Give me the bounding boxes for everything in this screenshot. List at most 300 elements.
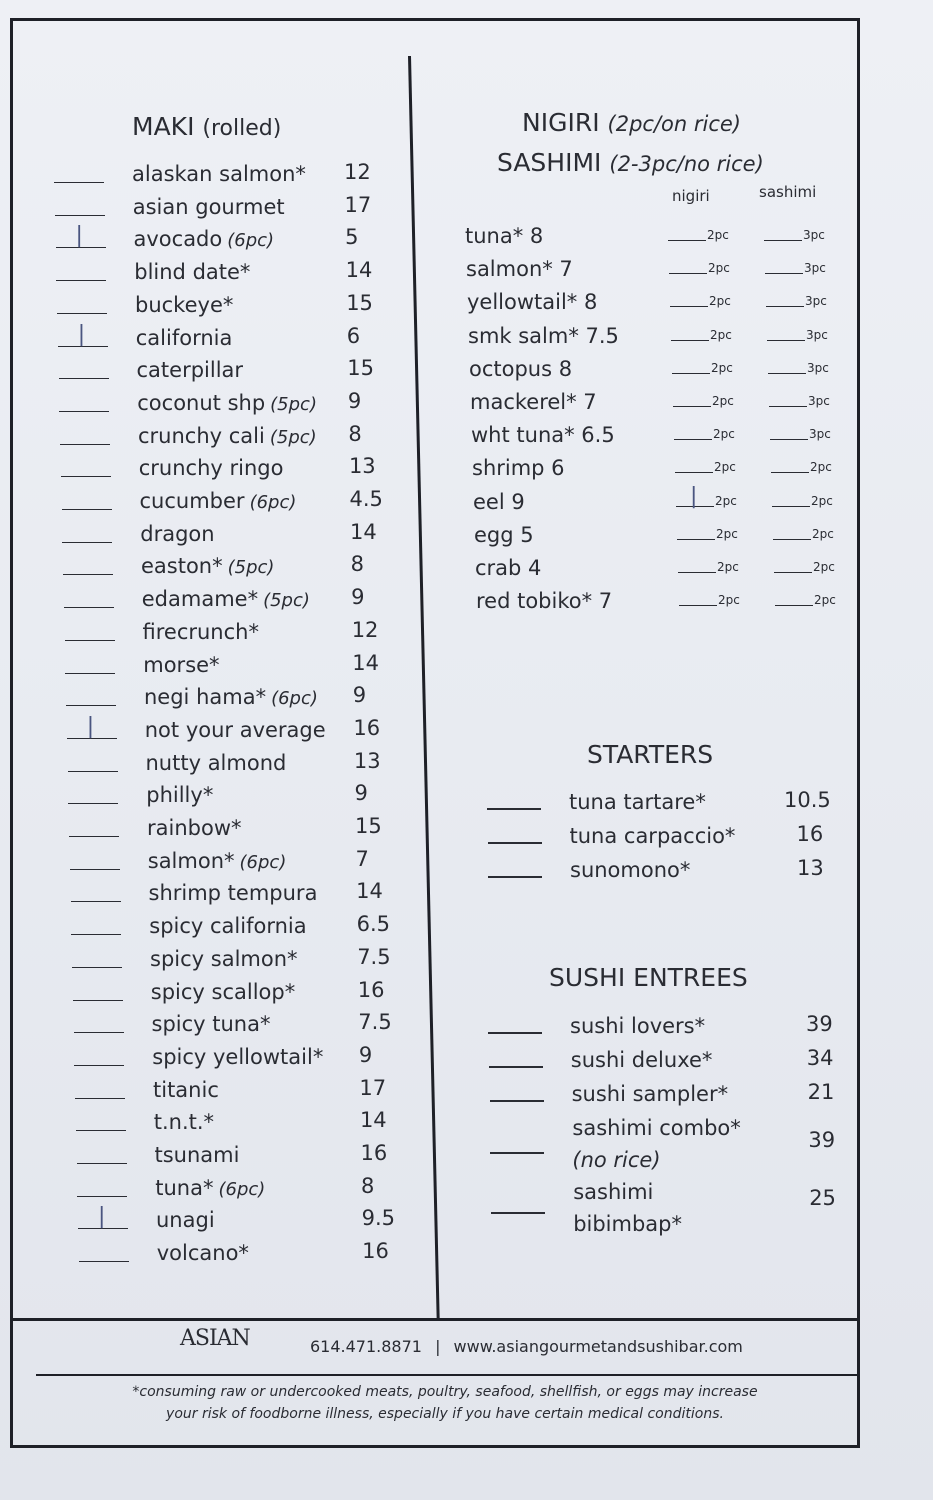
item-name: sunomono*: [570, 858, 691, 882]
sashimi-order-blank[interactable]: [765, 273, 803, 274]
nigiri-item: [474, 523, 854, 555]
item-price: 17: [359, 1075, 387, 1100]
maki-item: [54, 162, 394, 194]
item-name: shrimp 6: [472, 456, 565, 481]
sashimi-order-blank[interactable]: [775, 605, 813, 606]
sashimi-piece-count: 3pc: [803, 228, 825, 242]
maki-subtitle: (rolled): [202, 116, 282, 141]
maki-item: [67, 713, 407, 750]
order-blank[interactable]: [490, 1152, 544, 1154]
order-blank[interactable]: [488, 876, 542, 878]
item-price: 12: [344, 160, 371, 184]
item-piece-note: (6pc): [271, 688, 318, 710]
item-name: wht tuna* 6.5: [471, 423, 615, 448]
maki-item: [60, 421, 400, 456]
sashimi-piece-count: 2pc: [810, 460, 832, 475]
order-blank[interactable]: [68, 803, 118, 804]
nigiri-piece-count: 2pc: [717, 560, 739, 574]
item-name: mackerel* 7: [470, 390, 597, 414]
item-piece-note: (5pc): [269, 426, 317, 448]
item-name-text: california: [135, 325, 233, 350]
sashimi-piece-count: 2pc: [811, 493, 833, 508]
item-name-text: spicy tuna*: [151, 1012, 271, 1037]
order-blank[interactable]: [73, 1000, 123, 1001]
maki-item: [74, 1012, 414, 1044]
order-blank[interactable]: [76, 1130, 126, 1131]
item-name: [142, 587, 310, 611]
nigiri-order-blank[interactable]: [678, 572, 716, 573]
sashimi-order-blank[interactable]: [772, 506, 810, 507]
order-blank[interactable]: [72, 967, 122, 968]
item-name: [151, 980, 300, 1004]
order-blank[interactable]: [59, 411, 109, 412]
item-price: 8: [350, 552, 364, 577]
item-price: 9: [352, 683, 367, 708]
order-blank[interactable]: [488, 1032, 542, 1034]
item-price: 13: [353, 748, 381, 773]
nigiri-piece-count: 2pc: [715, 493, 737, 508]
item-price: 25: [809, 1186, 836, 1210]
item-name: tuna* 8: [465, 224, 544, 248]
order-blank[interactable]: [69, 836, 119, 837]
nigiri-piece-count: 2pc: [709, 294, 731, 309]
sashimi-piece-count: 3pc: [806, 327, 828, 342]
item-name: [143, 653, 224, 677]
nigiri-order-blank[interactable]: [672, 373, 710, 374]
item-piece-note: (6pc): [218, 1178, 266, 1200]
maki-item: [74, 1042, 414, 1077]
order-blank[interactable]: [491, 1212, 545, 1214]
sashimi-piece-count: 2pc: [812, 526, 834, 541]
item-name: sashimi: [573, 1180, 654, 1204]
nigiri-heading: [522, 108, 741, 137]
maki-item: [79, 1241, 419, 1273]
entree-item: [490, 1116, 850, 1180]
nigiri-piece-count: 2pc: [716, 526, 738, 541]
item-name: octopus 8: [469, 356, 573, 381]
maki-item: [69, 816, 409, 848]
item-name: sushi lovers*: [570, 1014, 706, 1038]
item-name-text: tsunami: [154, 1143, 240, 1167]
sashimi-order-blank[interactable]: [769, 406, 807, 407]
order-blank[interactable]: [74, 1032, 124, 1033]
item-name: [155, 1143, 245, 1167]
item-price: 16: [796, 822, 824, 846]
order-blank[interactable]: [60, 444, 110, 445]
item-price: 13: [797, 856, 824, 880]
item-price: 9: [347, 388, 362, 413]
maki-item: [62, 519, 402, 554]
item-name: [135, 293, 238, 317]
nigiri-item: [469, 357, 849, 389]
item-name: sushi sampler*: [571, 1082, 729, 1106]
item-name: smk salm* 7.5: [468, 323, 619, 348]
maki-item: [59, 388, 399, 423]
maki-item: [56, 260, 396, 292]
item-name-text: buckeye*: [135, 292, 234, 317]
nigiri-piece-count: 2pc: [710, 327, 732, 342]
nigiri-order-blank[interactable]: [679, 605, 717, 606]
item-name: [134, 227, 275, 251]
sashimi-column-header: sashimi: [759, 183, 817, 201]
order-mark: |: [86, 713, 95, 739]
item-name-text: spicy yellowtail*: [152, 1044, 324, 1069]
item-name: [146, 783, 218, 807]
item-name: [152, 1045, 328, 1069]
item-name-text: asian gourmet: [132, 194, 285, 219]
order-blank[interactable]: [57, 313, 107, 314]
item-price: 16: [362, 1239, 389, 1264]
item-name: egg 5: [474, 522, 534, 547]
item-name: [146, 751, 292, 775]
item-price: 14: [356, 879, 383, 904]
order-blank[interactable]: [74, 1065, 124, 1066]
website-link: www.asiangourmetandsushibar.com: [453, 1337, 743, 1356]
order-mark: |: [77, 321, 86, 347]
sashimi-subtitle: (2-3pc/no rice): [609, 152, 764, 176]
sashimi-heading: [497, 148, 764, 177]
item-name-text: cucumber: [139, 489, 245, 513]
item-price: 14: [350, 519, 377, 544]
order-blank[interactable]: [68, 771, 118, 772]
order-blank[interactable]: [64, 607, 114, 608]
item-price: 15: [355, 814, 382, 838]
maki-heading: [132, 112, 281, 141]
nigiri-item: [472, 456, 852, 488]
item-name: sashimi combo*: [572, 1116, 741, 1140]
item-name: [138, 424, 317, 448]
item-name: [140, 522, 219, 546]
nigiri-order-blank[interactable]: [670, 306, 708, 307]
item-name: salmon* 7: [466, 257, 573, 282]
maki-item: [59, 358, 399, 390]
item-name: [133, 195, 290, 219]
maki-item: [56, 223, 396, 259]
sashimi-order-blank[interactable]: [773, 539, 811, 540]
nigiri-piece-count: 2pc: [714, 460, 736, 475]
item-price: 10.5: [784, 788, 831, 812]
order-blank[interactable]: [79, 1261, 129, 1262]
item-price: 6.5: [356, 912, 391, 937]
item-name-text: salmon*: [147, 848, 235, 873]
item-name: [139, 456, 289, 480]
item-price: 4.5: [349, 487, 383, 511]
item-price: 16: [353, 715, 381, 740]
item-name: [152, 1012, 276, 1036]
footer-contact: [310, 1337, 743, 1356]
maki-item: [77, 1173, 417, 1208]
sashimi-order-blank[interactable]: [768, 373, 806, 374]
sashimi-order-blank[interactable]: [770, 439, 808, 440]
phone-number: 614.471.8871: [310, 1337, 422, 1356]
order-blank[interactable]: [66, 705, 116, 706]
item-name: eel 9: [473, 489, 525, 514]
nigiri-item: [467, 290, 847, 322]
item-name: yellowtail* 8: [467, 290, 598, 315]
nigiri-order-blank[interactable]: [677, 539, 715, 540]
item-price: 7.5: [357, 944, 391, 969]
order-mark: |: [98, 1204, 106, 1230]
order-blank[interactable]: [488, 842, 542, 844]
nigiri-order-blank[interactable]: [674, 439, 712, 440]
order-blank[interactable]: [59, 378, 109, 379]
item-price: 9: [351, 585, 365, 610]
order-blank[interactable]: [65, 673, 115, 674]
item-price: 9: [358, 1042, 373, 1067]
order-blank[interactable]: [77, 1163, 127, 1164]
item-price: 9: [354, 781, 368, 806]
item-name-text: edamame*: [141, 587, 259, 612]
maki-title: MAKI: [132, 112, 195, 141]
order-blank[interactable]: [70, 869, 120, 870]
item-name-text: negi hama*: [144, 685, 267, 710]
item-price: 17: [344, 192, 372, 217]
nigiri-item: [475, 556, 855, 588]
maki-item: [72, 944, 412, 979]
starter-item: [488, 824, 848, 856]
item-price: 14: [345, 258, 373, 283]
sashimi-order-blank[interactable]: [764, 240, 802, 241]
item-name-text: crunchy cali: [138, 423, 265, 448]
item-name: [141, 554, 274, 578]
item-name-text: unagi: [156, 1208, 215, 1233]
item-name: [143, 620, 264, 644]
maki-item: [57, 290, 397, 325]
maki-item: [64, 587, 404, 619]
maki-item: [75, 1075, 415, 1110]
item-price: 7: [355, 846, 369, 871]
sashimi-order-blank[interactable]: [766, 306, 804, 307]
item-name-text: rainbow*: [147, 816, 242, 840]
item-name-text: spicy california: [149, 914, 307, 939]
nigiri-piece-count: 2pc: [712, 394, 734, 408]
sashimi-piece-count: 3pc: [804, 261, 826, 276]
item-name: [147, 816, 247, 840]
entree-item: [489, 1048, 849, 1080]
item-name: [140, 489, 297, 513]
item-price: 5: [345, 225, 359, 250]
starter-item: [488, 858, 848, 890]
item-piece-note: (6pc): [227, 230, 275, 252]
item-name: [149, 914, 311, 938]
order-blank[interactable]: [490, 1100, 544, 1102]
item-piece-note: (6pc): [239, 851, 287, 873]
disclaimer-divider: [36, 1374, 860, 1376]
item-price: 34: [806, 1046, 834, 1070]
nigiri-order-blank[interactable]: [673, 406, 711, 407]
item-name-text: morse*: [143, 652, 220, 677]
nigiri-order-blank[interactable]: [668, 240, 706, 241]
logo-text: ASIAN: [180, 1326, 250, 1351]
entree-item: [490, 1082, 850, 1114]
sashimi-piece-count: 3pc: [808, 394, 830, 408]
sashimi-piece-count: 3pc: [807, 360, 829, 375]
item-name-text: firecrunch*: [142, 619, 259, 644]
sashimi-piece-count: 2pc: [813, 560, 835, 574]
item-name-text: caterpillar: [136, 358, 244, 383]
nigiri-order-blank[interactable]: [675, 472, 713, 473]
item-name: tuna carpaccio*: [569, 824, 736, 848]
nigiri-piece-count: 2pc: [707, 228, 729, 242]
maki-item: [55, 192, 395, 227]
nigiri-piece-count: 2pc: [708, 261, 730, 276]
nigiri-piece-count: 2pc: [718, 593, 740, 608]
item-name: [137, 358, 249, 382]
order-blank[interactable]: [75, 1098, 125, 1099]
item-name: [144, 685, 318, 709]
health-disclaimer: [60, 1381, 830, 1425]
order-blank[interactable]: [62, 509, 112, 510]
contact-separator: |: [435, 1337, 441, 1356]
nigiri-subtitle: (2pc/on rice): [607, 112, 741, 136]
sashimi-piece-count: 3pc: [805, 294, 827, 309]
item-name: red tobiko* 7: [476, 589, 613, 614]
item-name-text: not your average: [144, 717, 326, 742]
sashimi-order-blank[interactable]: [767, 340, 805, 341]
order-blank[interactable]: [489, 1066, 543, 1068]
item-name: [136, 326, 238, 350]
nigiri-piece-count: 2pc: [713, 427, 735, 442]
item-price: 9.5: [361, 1206, 395, 1231]
item-name-text: alaskan salmon*: [132, 162, 306, 186]
item-price: 6: [346, 323, 361, 348]
item-name-text: avocado: [133, 227, 223, 252]
item-price: 8: [348, 421, 362, 446]
order-blank[interactable]: [55, 215, 105, 216]
order-blank[interactable]: [487, 808, 541, 810]
starters-heading: STARTERS: [587, 740, 714, 769]
item-name-text: spicy scallop*: [150, 979, 296, 1004]
nigiri-item: [468, 324, 848, 356]
item-name-text: titanic: [153, 1077, 219, 1102]
disclaimer-line-1: *consuming raw or undercooked meats, poultry, seafood, shellfish, or eggs may increase: [132, 1384, 758, 1400]
item-price: 14: [359, 1108, 387, 1133]
item-name: crab 4: [475, 556, 542, 580]
nigiri-order-blank[interactable]: [669, 273, 707, 274]
item-name-text: dragon: [140, 521, 215, 546]
maki-item: [65, 617, 405, 652]
item-name-text: easton*: [141, 554, 223, 579]
item-name-text: nutty almond: [145, 750, 287, 775]
order-blank[interactable]: [71, 901, 121, 902]
order-blank[interactable]: [61, 476, 111, 477]
order-blank[interactable]: [54, 182, 104, 183]
item-price: 13: [348, 454, 376, 479]
item-price: 14: [352, 650, 379, 675]
item-name-text: t.n.t.*: [153, 1110, 215, 1135]
maki-item: [58, 321, 398, 358]
item-name-text: tuna*: [155, 1175, 214, 1200]
nigiri-item: [466, 257, 846, 289]
nigiri-item: [471, 423, 851, 455]
starter-item: [487, 790, 847, 822]
item-name-text: volcano*: [156, 1241, 249, 1266]
footer-divider: [10, 1318, 860, 1321]
maki-item: [76, 1110, 416, 1142]
order-mark: |: [75, 223, 83, 249]
entree-item: [488, 1014, 848, 1046]
item-name: [148, 849, 287, 873]
nigiri-order-blank[interactable]: [671, 340, 709, 341]
item-name: [134, 260, 255, 284]
item-piece-note: (5pc): [270, 393, 317, 415]
order-blank[interactable]: [62, 542, 112, 543]
nigiri-piece-count: 2pc: [711, 360, 733, 375]
maki-item: [68, 748, 408, 783]
maki-item: [70, 846, 410, 881]
item-name-text: philly*: [146, 783, 214, 808]
order-blank[interactable]: [77, 1196, 127, 1197]
item-price: 15: [346, 290, 373, 315]
item-name: sushi deluxe*: [570, 1048, 713, 1072]
item-name: [155, 1176, 265, 1200]
maki-item: [71, 881, 411, 913]
nigiri-column-header: nigiri: [672, 187, 710, 205]
item-price: 12: [351, 617, 379, 642]
restaurant-logo: [180, 1326, 250, 1351]
item-price: 16: [360, 1141, 388, 1165]
item-price: 39: [808, 1128, 836, 1152]
item-name-text: shrimp tempura: [148, 881, 318, 906]
item-name-text: coconut shp: [137, 390, 266, 415]
maki-item: [71, 914, 411, 946]
item-price: 8: [361, 1173, 375, 1198]
item-name-text: spicy salmon*: [150, 946, 298, 971]
nigiri-item: [470, 390, 850, 422]
maki-item: [77, 1143, 417, 1175]
disclaimer-line-2: your risk of foodborne illness, especially if you have certain medical conditions.: [166, 1406, 724, 1422]
item-name: [157, 1241, 254, 1265]
item-price: 15: [347, 356, 375, 381]
item-price: 39: [806, 1012, 833, 1036]
item-price: 21: [807, 1080, 835, 1104]
item-name: tuna tartare*: [569, 790, 706, 814]
sashimi-order-blank[interactable]: [771, 472, 809, 473]
sashimi-order-blank[interactable]: [774, 572, 812, 573]
item-piece-note: (5pc): [263, 590, 310, 612]
item-name: [150, 947, 303, 971]
item-name: [156, 1208, 220, 1232]
maki-item: [78, 1204, 418, 1240]
order-blank[interactable]: [56, 280, 106, 281]
sashimi-piece-count: 3pc: [809, 427, 831, 442]
item-name-extra: (no rice): [572, 1148, 661, 1172]
nigiri-title: NIGIRI: [522, 108, 600, 137]
item-name: [132, 162, 311, 186]
nigiri-item: [473, 483, 853, 522]
entrees-heading: SUSHI ENTREES: [549, 963, 748, 992]
maki-item: [61, 456, 401, 488]
order-blank[interactable]: [65, 640, 115, 641]
item-name: [153, 1078, 224, 1102]
maki-item: [73, 977, 413, 1012]
item-name-text: crunchy ringo: [138, 456, 284, 481]
maki-item: [65, 650, 405, 685]
item-piece-note: (6pc): [249, 492, 297, 513]
maki-item: [68, 783, 408, 815]
item-name-extra: bibimbap*: [573, 1212, 683, 1236]
item-name: [145, 718, 331, 742]
nigiri-item: [465, 224, 845, 256]
item-price: 7.5: [358, 1010, 392, 1035]
maki-item: [66, 685, 406, 717]
entree-item: [491, 1180, 851, 1244]
sashimi-piece-count: 2pc: [814, 593, 836, 608]
order-blank[interactable]: [71, 934, 121, 935]
order-blank[interactable]: [63, 574, 113, 575]
maki-item: [63, 554, 403, 586]
sashimi-title: SASHIMI: [497, 148, 602, 177]
